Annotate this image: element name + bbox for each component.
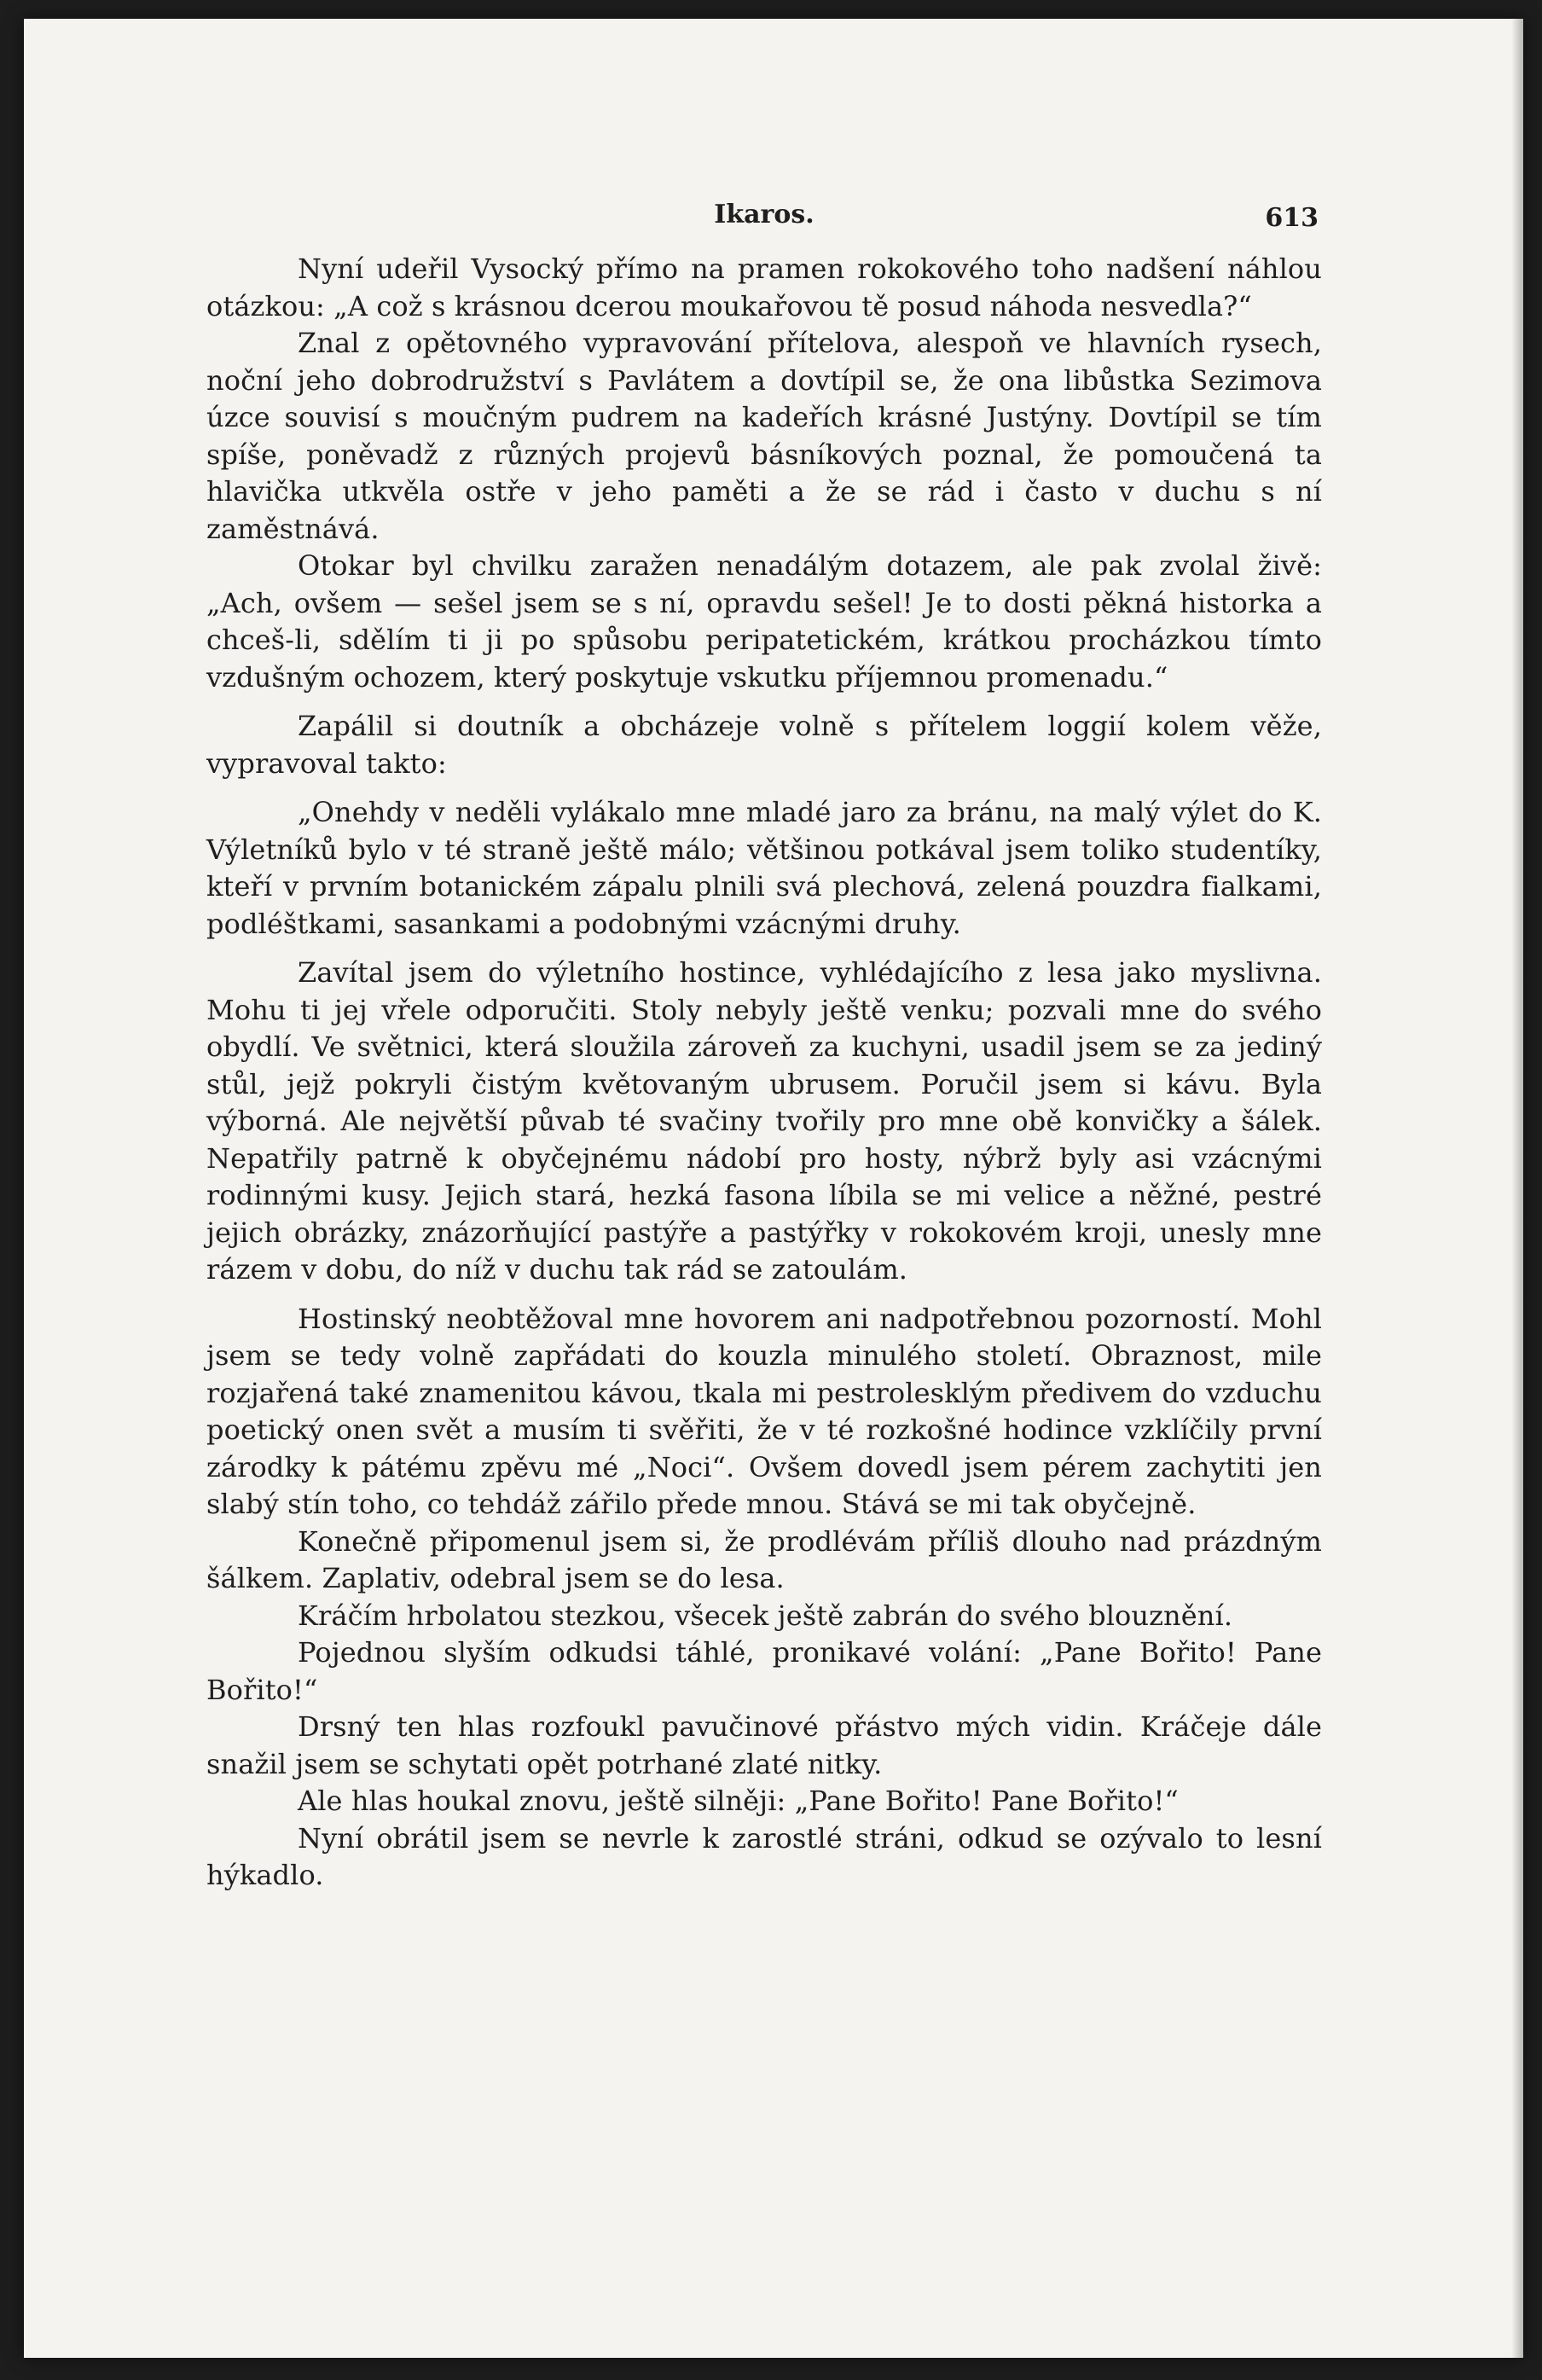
page-number: 613 xyxy=(1265,203,1319,233)
paragraph: „Onehdy v neděli vylákalo mne mladé jaro za bránu, na malý výlet do K. Výletníků bylo v té straně ještě málo; většinou potkával jsem toliko studentíky, kteří v prvním botanickém zápalu plnili svá plechová, zelená pouzdra fialkami, podléštkami, sasankami a podobnými vzácnými druhy. xyxy=(206,796,1322,940)
paragraph: Nyní obrátil jsem se nevrle k zarostlé stráni, odkud se ozývalo to lesní hýkadlo. xyxy=(206,1821,1322,1891)
paragraph: Drsný ten hlas rozfoukl pavučinové přástvo mých vidin. Kráčeje dále snažil jsem se schytati opět potrhané zlaté nitky. xyxy=(206,1710,1322,1780)
paragraph: Kráčím hrbolatou stezkou, všecek ještě zabrán do svého blouznění. xyxy=(298,1599,1233,1632)
paragraph: Ale hlas houkal znovu, ještě silněji: „Pane Bořito! Pane Bořito!“ xyxy=(298,1785,1179,1817)
paragraph: Konečně připomenul jsem si, že prodlévám příliš dlouho nad prázdným šálkem. Zaplativ, odebral jsem se do lesa. xyxy=(206,1524,1322,1594)
paragraph: Pojednou slyším odkudsi táhlé, pronikavé volání: „Pane Bořito! Pane Bořito!“ xyxy=(206,1636,1322,1706)
page-content xyxy=(206,200,1322,1895)
book-page xyxy=(24,19,1523,2358)
paragraph: Znal z opětovného vypravování přítelova, alespoň ve hlavních rysech, noční jeho dobrodružství s Pavlátem a dovtípil se, že ona libůstka Sezimova úzce souvisí s moučným pudrem na kadeřích krásné Justýny. Dovtípil se tím spíše, poněvadž z různých projevů básníkových poznal, že pomoučená ta hlavička utkvěla ostře v jeho paměti a že se rád i často v duchu s ní zaměstnává. xyxy=(206,327,1322,545)
paragraph: Zapálil si doutník a obcházeje volně s přítelem loggií kolem věže, vypravoval takto: xyxy=(206,710,1322,780)
paragraph: Otokar byl chvilku zaražen nenadálým dotazem, ale pak zvolal živě: „Ach, ovšem — sešel jsem se s ní, opravdu sešel! Je to dosti pěkná historka a chceš-li, sdělím ti ji po spůsobu peripatetickém, krátkou procházkou tímto vzdušným ochozem, který poskytuje vskutku příjemnou promenadu.“ xyxy=(206,549,1322,694)
paragraph: Nyní udeřil Vysocký přímo na pramen rokokového toho nadšení náhlou otázkou: „A což s krásnou dcerou moukařovou tě posud náhoda nesvedla?“ xyxy=(206,253,1322,322)
running-title: Ikaros. xyxy=(714,200,814,229)
paragraph: Hostinský neobtěžoval mne hovorem ani nadpotřebnou pozorností. Mohl jsem se tedy volně zapřádati do kouzla minulého století. Obraznost, mile rozjařená také znamenitou kávou, tkala mi pestrolesklým předivem do vzduchu poetický onen svět a musím ti svěřiti, že v té rozkošné hodince vzklíčily první zárodky k pátému zpěvu mé „Noci“. Ovšem dovedl jsem pérem zachytiti jen slabý stín toho, co tehdáž zářilo přede mnou. Stává se mi tak obyčejně. xyxy=(206,1302,1322,1520)
body-text xyxy=(206,251,1322,1895)
page-header xyxy=(206,200,1322,251)
paragraph: Zavítal jsem do výletního hostince, vyhlédajícího z lesa jako myslivna. Mohu ti jej vřele odporučiti. Stoly nebyly ještě venku; pozvali mne do svého obydlí. Ve světnici, která sloužila zároveň za kuchyni, usadil jsem se za jediný stůl, jejž pokryli čistým květovaným ubrusem. Poručil jsem si kávu. Byla výborná. Ale největší půvab té svačiny tvořily pro mne obě konvičky a šálek. Nepatřily patrně k obyčejnému nádobí pro hosty, nýbrž byly asi vzácnými rodinnými kusy. Jejich stará, hezká fasona líbila se mi velice a něžné, pestré jejich obrázky, znázorňující pastýře a pastýřky v rokokovém kroji, unesly mne rázem v dobu, do níž v duchu tak rád se zatoulám. xyxy=(206,956,1322,1286)
